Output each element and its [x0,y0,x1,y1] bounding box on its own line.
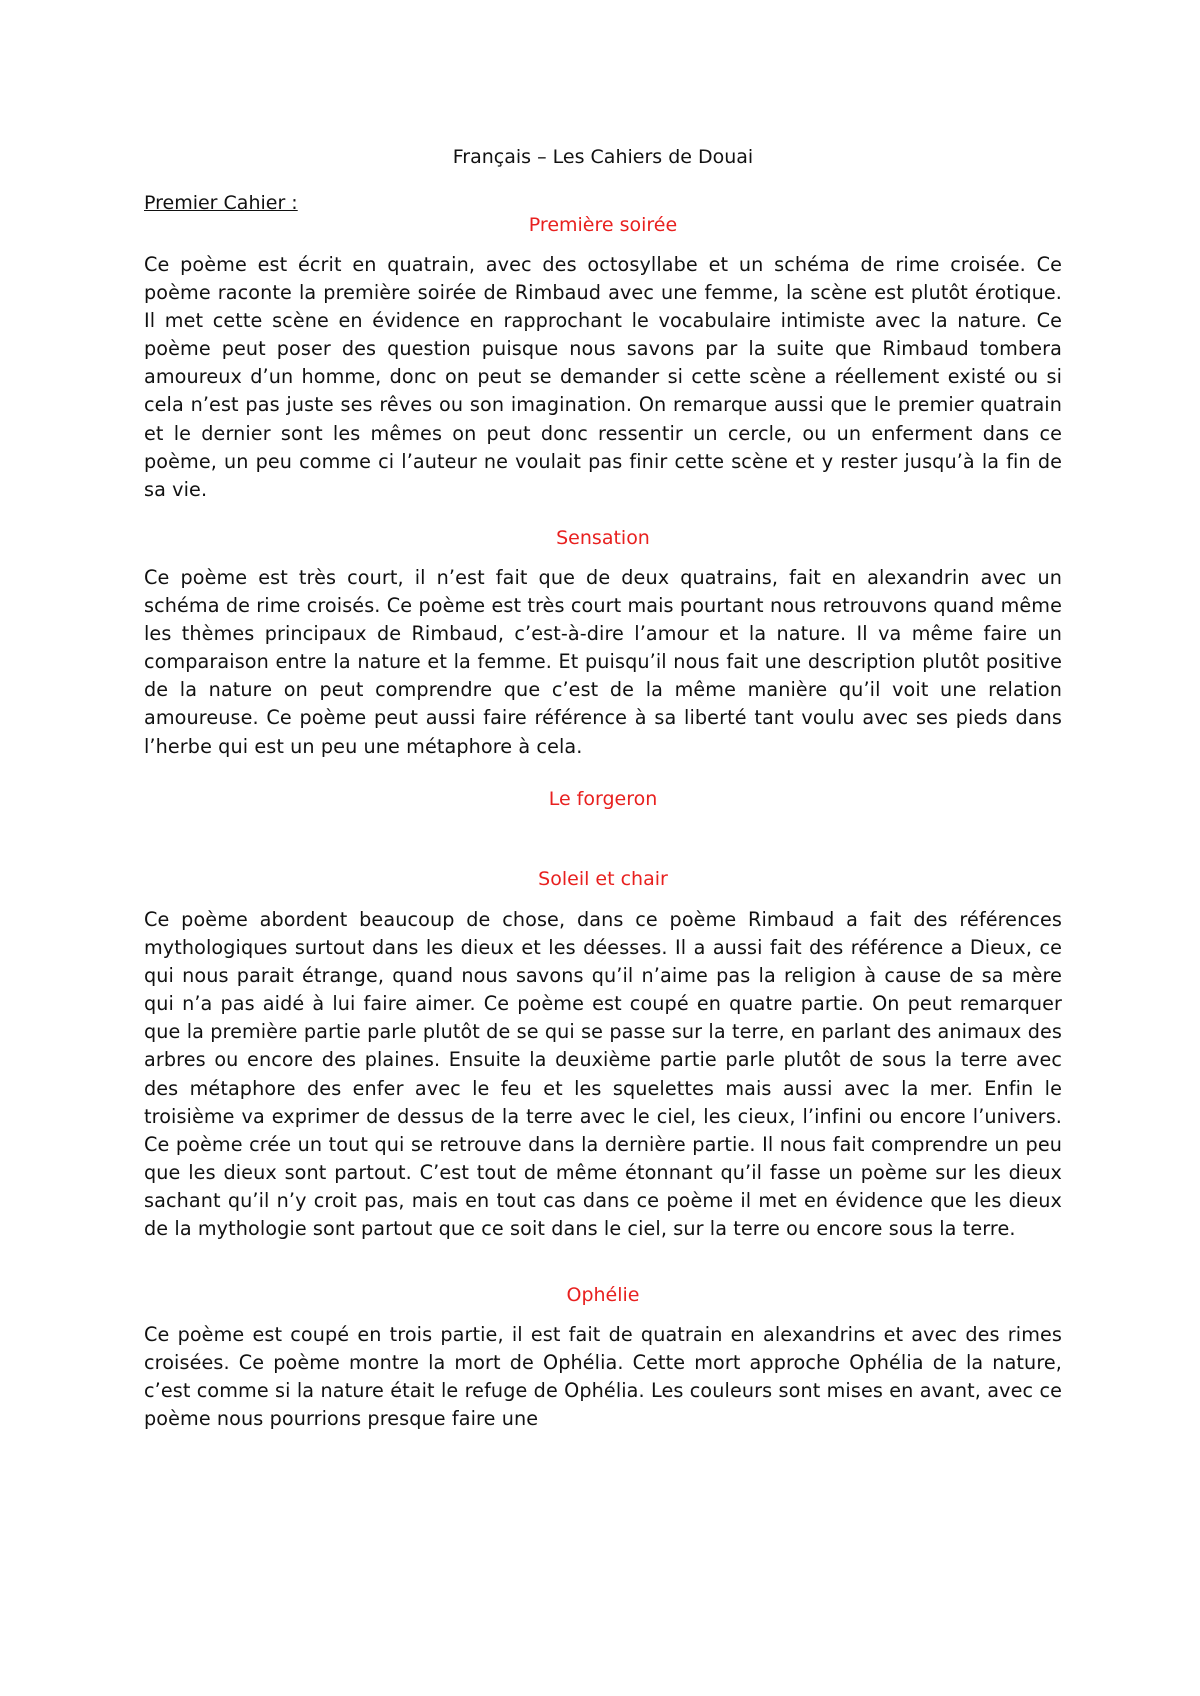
document-page [144,0,1062,1696]
heading-le-forgeron: Le forgeron [548,788,658,810]
paragraph-soleil-et-chair: Ce poème abordent beaucoup de chose, dans ce poème Rimbaud a fait des références mythologiques surtout dans les dieux et les déesses. Il a aussi fait des référence a Dieux, ce qui nous parait étrange, quand nous savons qu’il n’aime pas la religion à cause de sa mère qui n’a pas aidé à lui faire aimer. Ce poème est coupé en quatre partie. On peut remarquer que la première partie parle plutôt de se qui se passe sur la terre, en parlant des animaux des arbres ou encore des plaines. Ensuite la deuxième partie parle plutôt de sous la terre avec des métaphore des enfer avec le feu et les squelettes mais aussi avec la mer. Enfin le troisième va exprimer de dessus de la terre avec le ciel, les cieux, l’infini ou encore l’univers. Ce poème crée un tout qui se retrouve dans la dernière partie. Il nous fait comprendre un peu que les dieux sont partout. C’est tout de même étonnant qu’il fasse un poème sur les dieux sachant qu’il n’y croit pas, mais en tout cas dans ce poème il met en évidence que les dieux de la mythologie sont partout que ce soit dans le ciel, sur la terre ou encore sous la terre. [144,908,1062,1241]
paragraph-ophelie: Ce poème est coupé en trois partie, il est fait de quatrain en alexandrins et avec des rimes croisées. Ce poème montre la mort de Ophélia. Cette mort approche Ophélia de la nature, c’est comme si la nature était le refuge de Ophélia. Les couleurs sont mises en avant, avec ce poème nous pourrions presque faire une [144,1323,1062,1431]
section-label-premier-cahier: Premier Cahier : [144,192,298,214]
paragraph-sensation: Ce poème est très court, il n’est fait que de deux quatrains, fait en alexandrin avec un schéma de rime croisés. Ce poème est très court mais pourtant nous retrouvons quand même les thèmes principaux de Rimbaud, c’est-à-dire l’amour et la nature. Il va même faire un comparaison entre la nature et la femme. Et puisqu’il nous fait une description plutôt positive de la nature on peut comprendre que c’est de la même manière qu’il voit une relation amoureuse. Ce poème peut aussi faire référence à sa liberté tant voulu avec ses pieds dans l’herbe qui est un peu une métaphore à cela. [144,566,1062,758]
heading-premiere-soiree: Première soirée [528,214,678,236]
heading-soleil-et-chair: Soleil et chair [538,868,668,890]
paragraph-premiere-soiree: Ce poème est écrit en quatrain, avec des octosyllabe et un schéma de rime croisée. Ce poème raconte la première soirée de Rimbaud avec une femme, la scène est plutôt érotique. Il met cette scène en évidence en rapprochant le vocabulaire intimiste avec la nature. Ce poème peut poser des question puisque nous savons par la suite que Rimbaud tombera amoureux d’un homme, donc on peut se demander si cette scène a réellement existé ou si cela n’est pas juste ses rêves ou son imagination. On remarque aussi que le premier quatrain et le dernier sont les mêmes on peut donc ressentir un cercle, ou un enferment dans ce poème, un peu comme ci l’auteur ne voulait pas finir cette scène et y rester jusqu’à la fin de sa vie. [144,253,1062,501]
heading-ophelie: Ophélie [566,1284,640,1306]
heading-sensation: Sensation [556,527,650,549]
document-title: Français – Les Cahiers de Douai [452,146,754,168]
